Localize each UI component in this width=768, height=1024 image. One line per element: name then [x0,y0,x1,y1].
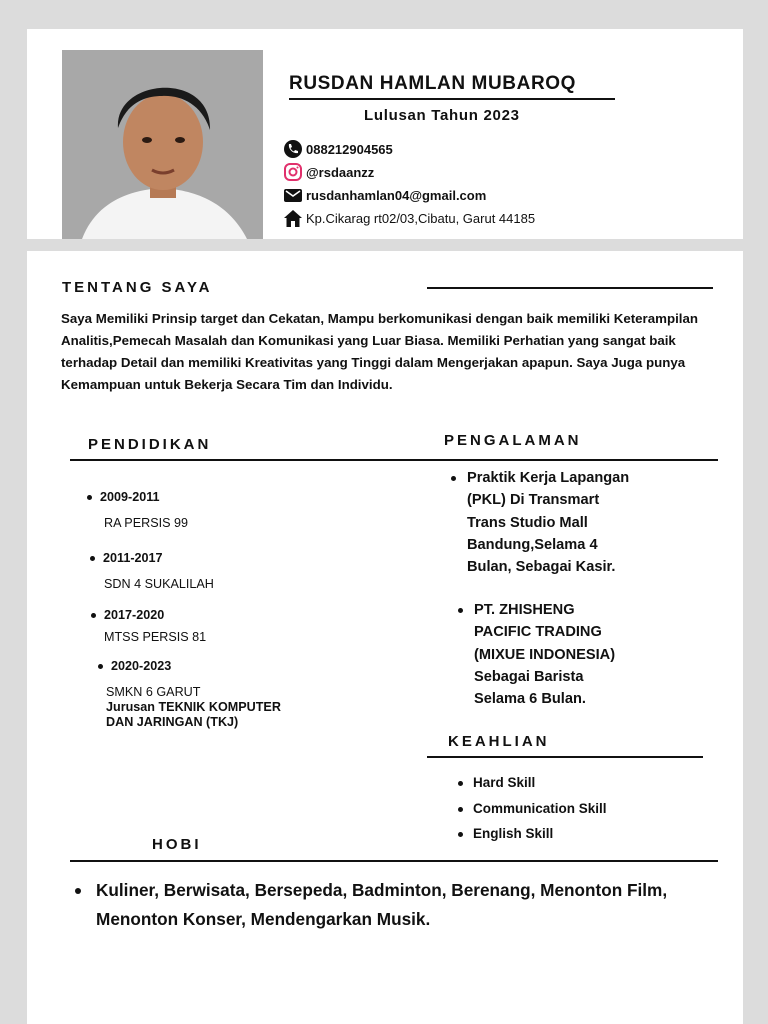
experience-line: Praktik Kerja Lapangan [467,470,630,486]
main-card [27,251,743,1024]
hobby-divider [70,860,718,862]
experience-line: Bulan, Sebagai Kasir. [467,559,616,576]
experience-line: PACIFIC TRADING [474,624,602,641]
skill-item [456,826,607,852]
education-school: RA PERSIS 99 [104,516,188,530]
bullet [91,613,96,618]
education-item [91,608,206,644]
experience-line: Selama 6 Bulan. [474,691,586,708]
bullet [458,832,463,837]
hobby-text: Kuliner, Berwisata, Bersepeda, Badminton, Berenang, Menonton Film, Menonton Konser, Mendengarkan Musik. [96,880,668,929]
email-icon [283,185,303,205]
education-year: 2017-2020 [104,608,165,622]
graduation-year: Lulusan Tahun 2023 [364,107,520,124]
skills-list [456,775,607,852]
education-item [87,490,188,530]
bullet [458,807,463,812]
about-text: Saya Memiliki Prinsip target dan Cekatan, Mampu berkomunikasi dengan baik memiliki Keterampilan Analitis,Pemecah Masalah dan Komunikasi yang Luar Biasa. Memiliki Perhatian yang sangat baik terhadap Detail dan memiliki Kreativitas yang Tinggi dalam Mengerjakan apapun. Saya Juga punya Kemampuan untuk Bekerja Secara Tim dan Individu. [61,311,698,392]
full-name: RUSDAN HAMLAN MUBAROQ [289,73,577,94]
skills-divider [427,756,703,758]
home-icon [283,208,303,228]
hobby-item [73,876,733,933]
experience-line: (PKL) Di Transmart [467,492,600,509]
education-item [90,551,214,591]
contact-instagram [283,162,374,182]
phone-icon [283,139,303,159]
about-title: TENTANG SAYA [62,279,213,296]
skill-label: Communication Skill [473,800,607,816]
education-major: DAN JARINGAN (TKJ) [106,715,239,729]
skill-item [456,801,607,827]
hobby-title: HOBI [152,836,202,853]
email-address: rusdanhamlan04@gmail.com [306,187,487,203]
contact-email [283,185,486,205]
skill-label: English Skill [473,826,554,841]
education-major: Jurusan TEKNIK KOMPUTER [106,700,281,714]
education-year: 2011-2017 [103,551,163,565]
contact-phone [283,139,393,159]
header-card [27,29,743,239]
experience-line: Sebagai Barista [474,668,584,685]
education-item [98,659,281,730]
skill-label: Hard Skill [473,775,536,790]
bullet [458,781,463,786]
instagram-icon [283,162,303,182]
about-divider [427,287,713,289]
bullet [90,556,95,561]
section-divider [70,459,718,461]
bullet [451,476,456,481]
bullet [98,664,103,669]
experience-line: Trans Studio Mall [467,514,588,531]
education-school: SMKN 6 GARUT [106,685,201,699]
experience-item [467,467,629,578]
bullet [458,608,463,613]
contact-address [283,208,535,228]
experience-line: PT. ZHISHENG [474,602,575,618]
bullet [75,888,81,894]
bullet [87,495,92,500]
education-school: MTSS PERSIS 81 [104,630,207,644]
education-year: 2020-2023 [111,659,172,673]
experience-line: Bandung,Selama 4 [467,536,598,553]
experience-line: (MIXUE INDONESIA) [474,646,616,663]
experience-title: PENGALAMAN [444,432,582,449]
instagram-handle: @rsdaanzz [306,164,375,180]
education-title: PENDIDIKAN [88,436,212,453]
skills-title: KEAHLIAN [448,733,550,750]
education-year: 2009-2011 [100,490,160,504]
name-underline [289,98,615,100]
experience-item [474,599,615,710]
phone-number: 088212904565 [306,141,393,157]
skill-item [456,775,607,801]
education-school: SDN 4 SUKALILAH [104,577,214,591]
profile-photo [62,50,263,239]
address-text: Kp.Cikarag rt02/03,Cibatu, Garut 44185 [306,210,536,226]
